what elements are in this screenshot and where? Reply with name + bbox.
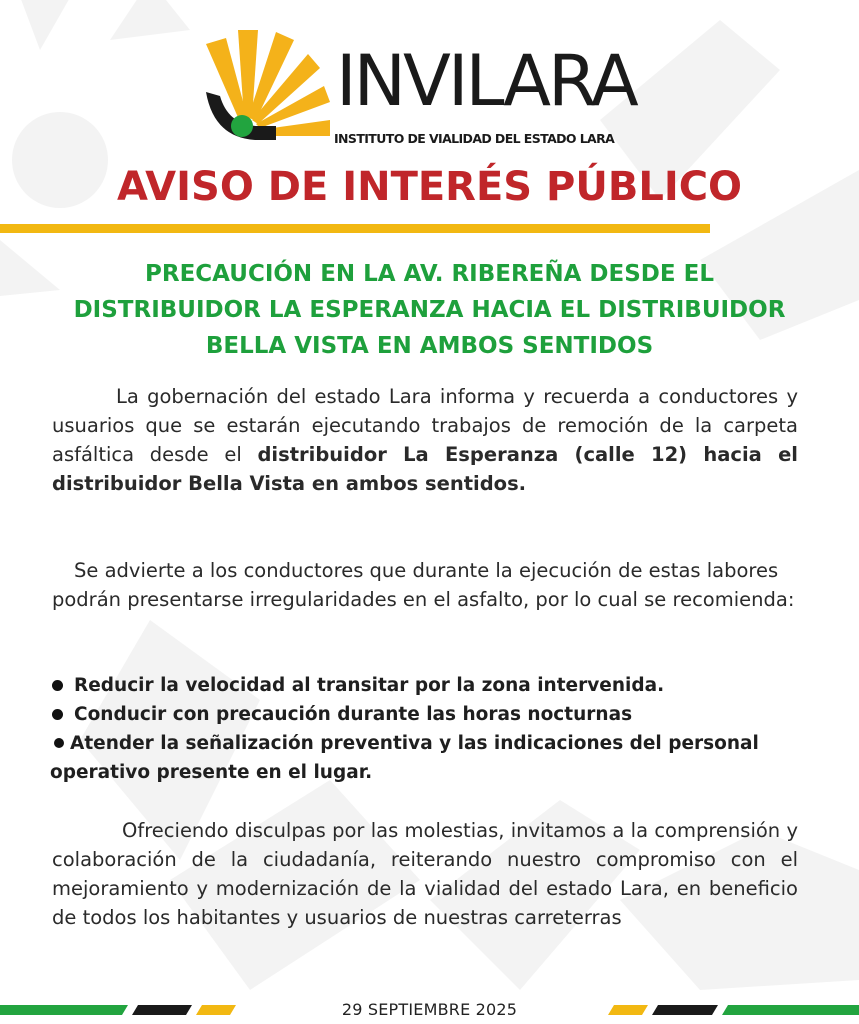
sunburst-road-logo-icon — [200, 20, 340, 160]
list-item-text-continued: operativo presente en el lugar. — [50, 762, 373, 783]
closing-paragraph: Ofreciendo disculpas por las molestias, invitamos a la comprensión y colaboración de la ciudadanía, reiterando nuestro compromiso con el mejoramiento y modernización de la vialidad del estado Lara, en beneficio de todos los habitantes y usuarios de nuestras carreterras — [52, 819, 798, 929]
divider-bar — [0, 224, 710, 233]
advisory-paragraph: Se advierte a los conductores que durante la ejecución de estas labores podrán presentarse irregularidades en el asfalto, por lo cual se recomienda: — [52, 559, 795, 611]
notice-title: AVISO DE INTERÉS PÚBLICO — [116, 164, 743, 210]
publish-date: 29 SEPTIEMBRE 2025 — [341, 1000, 518, 1019]
list-item — [50, 729, 810, 787]
list-item — [50, 700, 810, 729]
brand-subtitle: INSTITUTO DE VIALIDAD DEL ESTADO LARA — [334, 131, 615, 146]
list-item-text: Reducir la velocidad al transitar por la zona intervenida. — [74, 675, 665, 696]
footer-stripes-right — [600, 1005, 859, 1015]
logo — [200, 20, 660, 160]
bullet-icon — [54, 738, 64, 748]
brand-name: INVILARA — [336, 40, 636, 122]
list-item-text: Conducir con precaución durante las horas nocturnas — [74, 704, 633, 725]
list-item-text: Atender la señalización preventiva y las indicaciones del personal — [70, 733, 759, 754]
intro-bold-text: distribuidor La Esperanza (calle 12) hacia el distribuidor Bella Vista en ambos sentidos. — [52, 443, 798, 495]
bullet-icon — [52, 680, 63, 691]
headline-line: PRECAUCIÓN EN LA AV. RIBEREÑA DESDE EL — [145, 261, 714, 287]
bullet-icon — [52, 709, 63, 720]
intro-text: La gobernación del estado Lara informa y recuerda a conductores y usuarios que se estarán ejecutando trabajos de remoción de la carpeta asfáltica desde el — [52, 385, 798, 466]
intro-paragraph — [52, 382, 798, 498]
headline-line: BELLA VISTA EN AMBOS SENTIDOS — [205, 333, 654, 359]
recommendation-list — [50, 671, 810, 787]
list-item — [50, 671, 810, 700]
headline-line: DISTRIBUIDOR LA ESPERANZA HACIA EL DISTRIBUIDOR — [73, 297, 786, 323]
headline — [20, 256, 839, 364]
